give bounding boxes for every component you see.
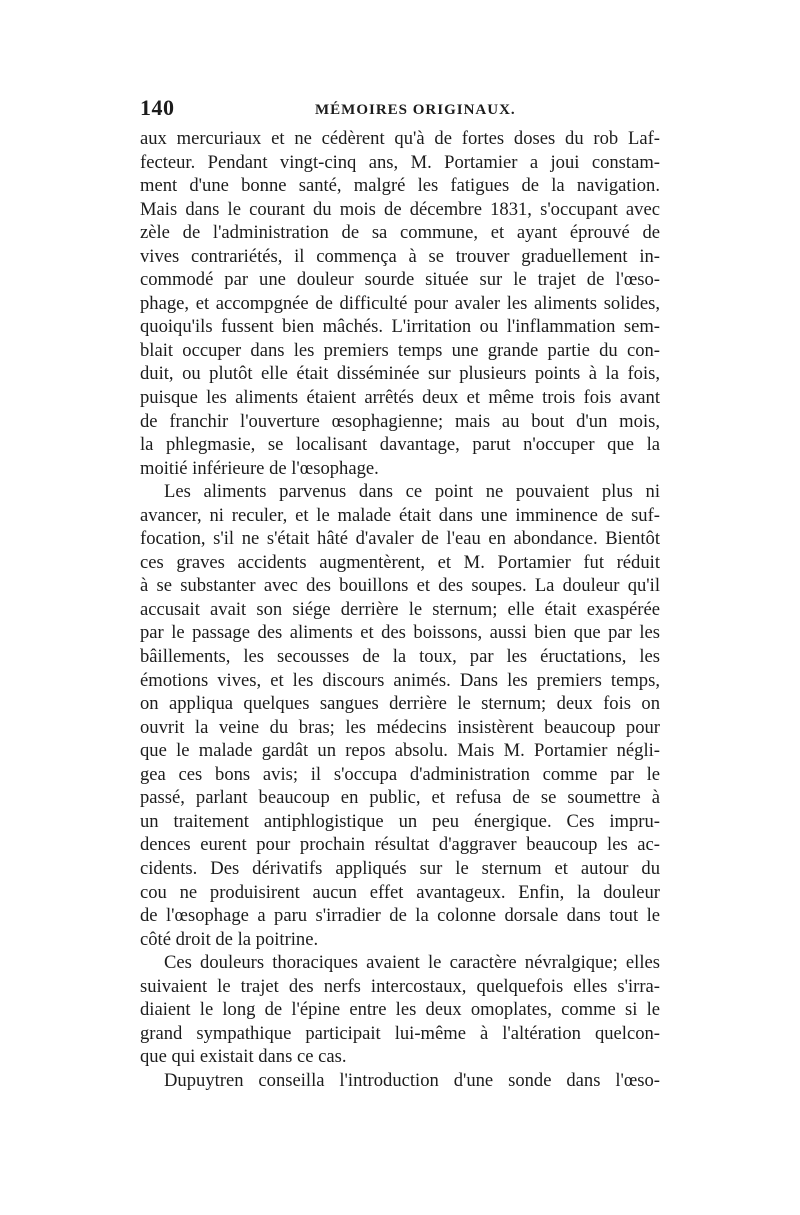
text-line: que qui existait dans ce cas. (140, 1046, 347, 1068)
text-line: aux mercuriaux et ne cédèrent qu'à de fortes doses du rob Laf- (140, 128, 660, 149)
text-line: Mais dans le courant du mois de décembre 1831, s'occupant avec (140, 198, 660, 220)
text-line: accusait avait son siége derrière le sternum; elle était exaspérée (140, 598, 660, 620)
text-line: dences eurent pour prochain résultat d'aggraver beaucoup les ac- (140, 834, 660, 856)
text-line: suivaient le trajet des nerfs intercostaux, quelquefois elles s'irra- (140, 975, 660, 997)
text-line: on appliqua quelques sangues derrière le sternum; deux fois on (140, 693, 660, 715)
text-line: la phlegmasie, se localisant davantage, parut n'occuper que la (140, 434, 660, 456)
paragraph (140, 1069, 660, 1093)
text-line: vives contrariétés, il commença à se trouver graduellement in- (140, 245, 660, 267)
text-line: phage, et accompgnée de difficulté pour avaler les aliments solides, (140, 292, 660, 314)
paragraph (140, 480, 660, 951)
text-line: zèle de l'administration de sa commune, et ayant éprouvé de (140, 222, 660, 244)
text-line: focation, s'il ne s'était hâté d'avaler de l'eau en abondance. Bientôt (140, 528, 660, 550)
running-head: MÉMOIRES ORIGINAUX. (315, 102, 516, 118)
text-line: un traitement antiphlogistique un peu énergique. Ces impru- (140, 810, 660, 832)
text-line: commodé par une douleur sourde située sur le trajet de l'œso- (140, 269, 660, 291)
text-line: ces graves accidents augmentèrent, et M. Portamier fut réduit (140, 551, 660, 573)
text-line: Dupuytren conseilla l'introduction d'une sonde dans l'œso- (164, 1069, 660, 1091)
text-line: que le malade gardât un repos absolu. Mais M. Portamier négli- (140, 740, 660, 762)
text-line: ouvrit la veine du bras; les médecins insistèrent beaucoup pour (140, 716, 660, 738)
text-line: puisque les aliments étaient arrêtés deux et même trois fois avant (140, 387, 660, 409)
body-text (140, 127, 660, 1092)
paragraph (140, 951, 660, 1069)
text-line: fecteur. Pendant vingt-cinq ans, M. Portamier a joui constam- (140, 151, 660, 173)
text-line: à se substanter avec des bouillons et des soupes. La douleur qu'il (140, 575, 660, 597)
text-line: côté droit de la poitrine. (140, 928, 319, 950)
text-line: de franchir l'ouverture œsophagienne; mais au bout d'un mois, (140, 410, 660, 432)
text-line: par le passage des aliments et des boissons, aussi bien que par les (140, 622, 660, 644)
text-line: blait occuper dans les premiers temps une grande partie du con- (140, 339, 660, 361)
text-line: cou ne produisirent aucun effet avantageux. Enfin, la douleur (140, 881, 660, 903)
text-line: émotions vives, et les discours animés. Dans les premiers temps, (140, 669, 660, 691)
text-line: cidents. Des dérivatifs appliqués sur le sternum et autour du (140, 857, 660, 879)
paragraph (140, 127, 660, 480)
text-line: de l'œsophage a paru s'irradier de la colonne dorsale dans tout le (140, 905, 660, 927)
text-line: avancer, ni reculer, et le malade était dans une imminence de suf- (140, 504, 660, 526)
book-page (140, 95, 660, 1092)
text-line: bâillements, les secousses de la toux, par les éructations, les (140, 646, 660, 668)
text-line: duit, ou plutôt elle était disséminée sur plusieurs points à la fois, (140, 363, 660, 385)
text-line: passé, parlant beaucoup en public, et refusa de se soumettre à (140, 787, 660, 809)
page-number: 140 (140, 95, 175, 120)
page-header (140, 95, 660, 123)
text-line: diaient le long de l'épine entre les deux omoplates, comme si le (140, 999, 660, 1021)
text-line: ment d'une bonne santé, malgré les fatigues de la navigation. (140, 175, 660, 197)
text-line: gea ces bons avis; il s'occupa d'administration comme par le (140, 763, 660, 785)
text-line: grand sympathique participait lui-même à l'altération quelcon- (140, 1022, 660, 1044)
text-line: quoiqu'ils fussent bien mâchés. L'irritation ou l'inflammation sem- (140, 316, 660, 338)
text-line: moitié inférieure de l'œsophage. (140, 457, 379, 479)
text-line: Les aliments parvenus dans ce point ne pouvaient plus ni (164, 481, 660, 503)
text-line: Ces douleurs thoraciques avaient le caractère névralgique; elles (164, 952, 660, 974)
